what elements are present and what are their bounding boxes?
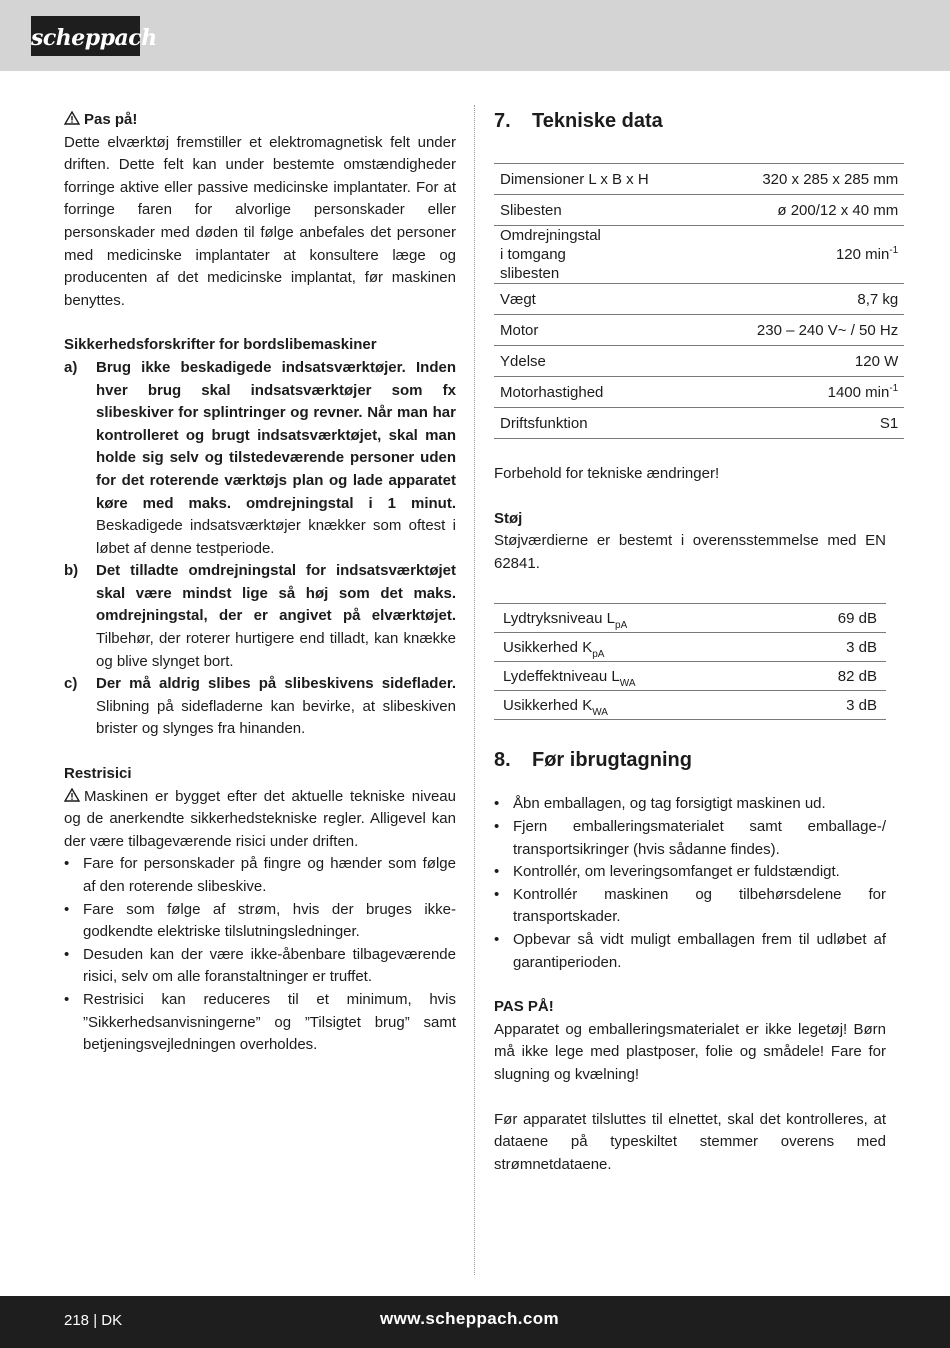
spec-label: Dimensioner L x B x H (494, 164, 751, 195)
safety-item-text: Slibning på sidefladerne kan bevirke, at slibeskiven brister og slynges fra hinanden. (96, 697, 456, 738)
preparation-step-text: Fjern emballeringsmaterialet samt emballage-/ transportsikringer (hvis sådanne findes). (513, 817, 886, 858)
spec-value (751, 195, 904, 226)
residual-item-text: Fare for personskader på fingre og hænder som følge af den roterende slibeskive. (83, 855, 456, 895)
residual-list (64, 853, 456, 1056)
residual-item (64, 853, 456, 898)
residual-heading: Restrisici (64, 765, 132, 783)
spec-value-text: 120 min (835, 246, 890, 263)
spec-value-text: 320 x 285 x 285 mm (762, 170, 899, 188)
spec-row (494, 346, 904, 377)
footer-bar (0, 1296, 950, 1348)
spec-label: Driftsfunktion (494, 408, 751, 439)
residual-item (64, 944, 456, 989)
noise-value: 3 dB (778, 633, 886, 662)
spec-value (751, 164, 904, 195)
bullet-icon: • (64, 900, 70, 918)
safety-list (64, 357, 456, 741)
safety-item-bold: Det tilladte omdrejningstal for indsatsværktøjet skal være mindst lige så høj som det maks. omdrejningstal, der er angivet på elværktøjet. (96, 562, 456, 625)
spec-value-text: S1 (879, 414, 899, 432)
safety-heading: Sikkerhedsforskrifter for bordslibemaskiner (64, 336, 377, 354)
noise-label (494, 604, 778, 633)
spec-row (494, 226, 904, 284)
scheppach-logo (31, 16, 157, 56)
reservation-note: Forbehold for tekniske ændringer! (494, 465, 720, 482)
safety-item-bold: Der må aldrig slibes på slibeskivens sideflader. (96, 675, 456, 693)
spec-value-text: ø 200/12 x 40 mm (777, 201, 899, 219)
residual-item-text: Desuden kan der være ikke-åbenbare tilbageværende risici, selv om alle foranstaltninger er truffet. (83, 945, 456, 986)
noise-row (494, 604, 886, 633)
column-divider (474, 105, 475, 1275)
preparation-step (494, 884, 886, 929)
page-number: 218 (64, 1312, 90, 1329)
spec-value (751, 284, 904, 315)
section-7-heading (494, 109, 886, 133)
noise-row (494, 633, 886, 662)
preparation-step-text: Åbn emballagen, og tag forsigtigt maskinen ud. (513, 795, 826, 813)
spec-value (751, 346, 904, 377)
warning-triangle-icon (64, 788, 80, 802)
section-8-heading (494, 748, 886, 772)
section-7-title: Tekniske data (532, 110, 663, 132)
spec-value-unit-exponent: -1 (889, 245, 899, 256)
spec-value-text: 1400 min (827, 383, 890, 401)
caution-heading (64, 109, 456, 132)
left-column (64, 109, 456, 1057)
spec-value (751, 408, 904, 439)
caution-text: Dette elværktøj fremstiller et elektromagnetisk felt under driften. Dette felt kan under bestemte omstændigheder forringe aktive eller passive medicinske implantater. For at forringe faren for alvorlige personskader eller personskader med døden til følge anbefales det personer med medicinske implantater at konsultere læge og producenten af det medicinske implantat, før maskinen benyttes. (64, 133, 456, 309)
noise-row (494, 691, 886, 720)
bullet-icon: • (494, 817, 500, 835)
safety-item-marker: c) (64, 675, 78, 693)
warning-title: PAS PÅ! (494, 998, 554, 1016)
bullet-icon: • (494, 863, 500, 881)
connection-note: Før apparatet tilsluttes til elnettet, skal det kontrolleres, at dataene på typeskiltet stemmer overens med strømnetdataene. (494, 1110, 886, 1173)
header-bar (0, 0, 950, 71)
spec-label: Slibesten (494, 195, 751, 226)
bullet-icon: • (64, 855, 70, 873)
noise-value: 69 dB (778, 604, 886, 633)
residual-item-text: Fare som følge af strøm, hvis der bruges ikke-godkendte elektriske tilslutningsledninger. (83, 900, 456, 941)
preparation-step-text: Kontrollér maskinen og tilbehørsdelene for transportskader. (513, 885, 886, 926)
spec-label: Motor (494, 315, 751, 346)
preparation-steps (494, 793, 886, 974)
spec-row (494, 315, 904, 346)
spec-row (494, 164, 904, 195)
noise-label (494, 662, 778, 691)
spec-row (494, 377, 904, 408)
preparation-step (494, 929, 886, 974)
preparation-step-text: Opbevar så vidt muligt emballagen frem til udløbet af garantiperioden. (513, 930, 886, 971)
noise-row (494, 662, 886, 691)
safety-item (64, 357, 456, 560)
noise-label-subscript: pA (592, 648, 605, 660)
noise-label-text: Usikkerhed K (503, 638, 593, 656)
spec-value-unit-exponent: -1 (889, 382, 899, 394)
spec-row (494, 284, 904, 315)
noise-label (494, 691, 778, 720)
noise-label-subscript: WA (592, 706, 608, 718)
residual-intro (64, 786, 456, 854)
safety-item-marker: a) (64, 358, 78, 376)
noise-heading: Støj (494, 509, 523, 527)
preparation-step (494, 816, 886, 861)
residual-intro-text: Maskinen er bygget efter det aktuelle tekniske niveau og de anerkendte sikkerhedstekniske regler. Alligevel kan der være tilbageværende risici under driften. (64, 787, 456, 850)
website-link[interactable]: www.scheppach.com (380, 1309, 560, 1328)
safety-item-text: Tilbehør, der roterer hurtigere end tilladt, kan knække og blive slynget bort. (96, 630, 456, 670)
spec-value (751, 315, 904, 346)
logo-text: scheppach (31, 25, 157, 51)
noise-label-subscript: WA (619, 677, 636, 689)
safety-item (64, 560, 456, 673)
section-8-number: 8. (494, 749, 511, 772)
safety-item-text: Beskadigede indsatsværktøjer knækker som oftest i løbet af denne testperiode. (96, 517, 456, 557)
bullet-icon: • (64, 990, 70, 1008)
spec-row (494, 408, 904, 439)
preparation-step-text: Kontrollér, om leveringsomfanget er fuldstændigt. (513, 863, 840, 881)
noise-table (494, 603, 886, 720)
bullet-icon: • (64, 945, 70, 963)
spec-value-text: 8,7 kg (857, 290, 899, 308)
section-8-title: Før ibrugtagning (532, 749, 692, 772)
bullet-icon: • (494, 795, 500, 813)
spec-value (751, 226, 904, 284)
spec-label: Ydelse (494, 346, 751, 377)
noise-value: 3 dB (778, 691, 886, 720)
preparation-step (494, 861, 886, 884)
noise-text: Støjværdierne er bestemt i overensstemmelse med EN 62841. (494, 532, 886, 572)
page-indicator: 218 | DK (64, 1312, 123, 1329)
warning-text: Apparatet og emballeringsmaterialet er ikke legetøj! Børn må ikke lege med plastposer, folie og smådele! Fare for slugning og kvælning! (494, 1020, 886, 1083)
noise-label-text: Lydtryksniveau L (503, 609, 616, 627)
language-code: DK (101, 1312, 123, 1329)
noise-value: 82 dB (778, 662, 886, 691)
spec-value (751, 377, 904, 408)
right-column (494, 109, 899, 1176)
spec-label: Motorhastighed (494, 377, 751, 408)
noise-label-text: Lydeffektniveau L (503, 667, 620, 685)
residual-item (64, 899, 456, 944)
section-7-number: 7. (494, 110, 511, 132)
safety-item-marker: b) (64, 562, 79, 580)
spec-value-text: 230 – 240 V~ / 50 Hz (756, 321, 899, 339)
preparation-step (494, 793, 886, 816)
safety-item-bold: Brug ikke beskadigede indsatsværktøjer. Inden hver brug skal indsatsværktøjer som fx slibeskiver for splintringer og revner. Når man har kontrolleret og brugt indsatsværktøjet, skal man holde sig selv og tilstedeværende personer uden for det roterende værktøjs plan og lade apparatet køre med maks. omdrejningstal i 1 minut. (96, 358, 456, 512)
noise-label-subscript: pA (615, 619, 628, 631)
spec-row (494, 195, 904, 226)
warning-triangle-icon (64, 111, 80, 125)
caution-title: Pas på! (84, 111, 138, 128)
spec-value-text: 120 W (854, 352, 899, 370)
residual-item (64, 989, 456, 1057)
spec-label: Vægt (494, 284, 751, 315)
noise-label-text: Usikkerhed K (503, 696, 593, 714)
tech-data-table (494, 163, 904, 439)
bullet-icon: • (494, 885, 500, 903)
spec-label: Omdrejningstal i tomgang slibesten (494, 226, 751, 284)
noise-label (494, 633, 778, 662)
bullet-icon: • (494, 930, 500, 948)
safety-item (64, 673, 456, 741)
residual-item-text: Restrisici kan reduceres til et minimum, hvis ”Sikkerhedsanvisningerne” og ”Tilsigtet brug” samt betjeningsvejledningen overholdes. (83, 990, 456, 1054)
